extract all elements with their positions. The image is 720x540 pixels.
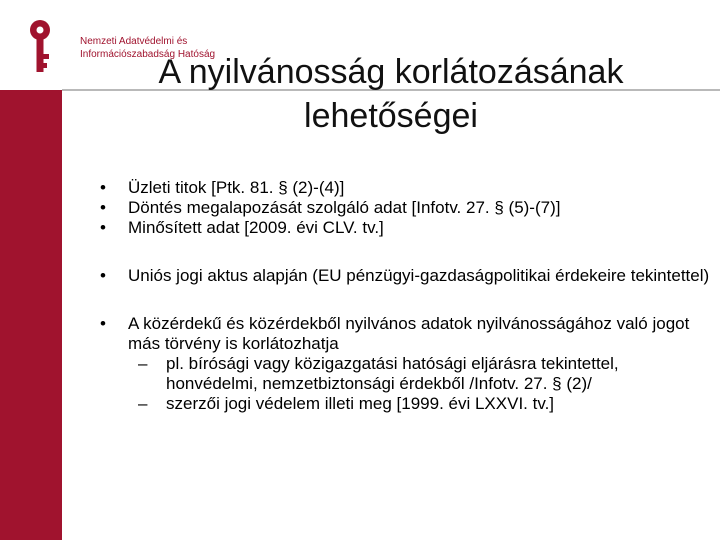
title-line-1: A nyilvánosság korlátozásának bbox=[158, 53, 624, 91]
slide-title bbox=[62, 50, 720, 138]
logo-line-1: Nemzeti Adatvédelmi és bbox=[80, 36, 188, 47]
list-item bbox=[100, 314, 710, 414]
sidebar-band bbox=[0, 90, 62, 540]
sub-list bbox=[128, 354, 710, 414]
sub-list-item: – szerzői jogi védelem illeti meg [1999. évi LXXVI. tv.] bbox=[138, 394, 710, 414]
list-item: • Döntés megalapozását szolgáló adat [Infotv. 27. § (5)-(7)] bbox=[100, 198, 710, 218]
slide-content bbox=[100, 178, 710, 414]
logo-line-2: Információszabadság Hatóság bbox=[80, 49, 216, 60]
sub-list-item: – pl. bírósági vagy közigazgatási hatósági eljárásra tekintettel, honvédelmi, nemzetbiztonsági érdekből /Infotv. 27. § (2)/ bbox=[138, 354, 710, 394]
list-item: • Uniós jogi aktus alapján (EU pénzügyi-gazdaságpolitikai érdekeire tekintettel) bbox=[100, 266, 710, 286]
title-line-2: lehetőségei bbox=[304, 97, 478, 135]
list-item-text: A közérdekű és közérdekből nyilvános adatok nyilvánosságához való jogot más törvény is korlátozhatja bbox=[128, 314, 690, 353]
list-item: • Üzleti titok [Ptk. 81. § (2)-(4)] bbox=[100, 178, 710, 198]
bullet-group-1 bbox=[100, 178, 710, 238]
bullet-group-3 bbox=[100, 314, 710, 414]
key-icon bbox=[22, 18, 58, 76]
list-item: • Minősített adat [2009. évi CLV. tv.] bbox=[100, 218, 710, 238]
bullet-group-2 bbox=[100, 266, 710, 286]
